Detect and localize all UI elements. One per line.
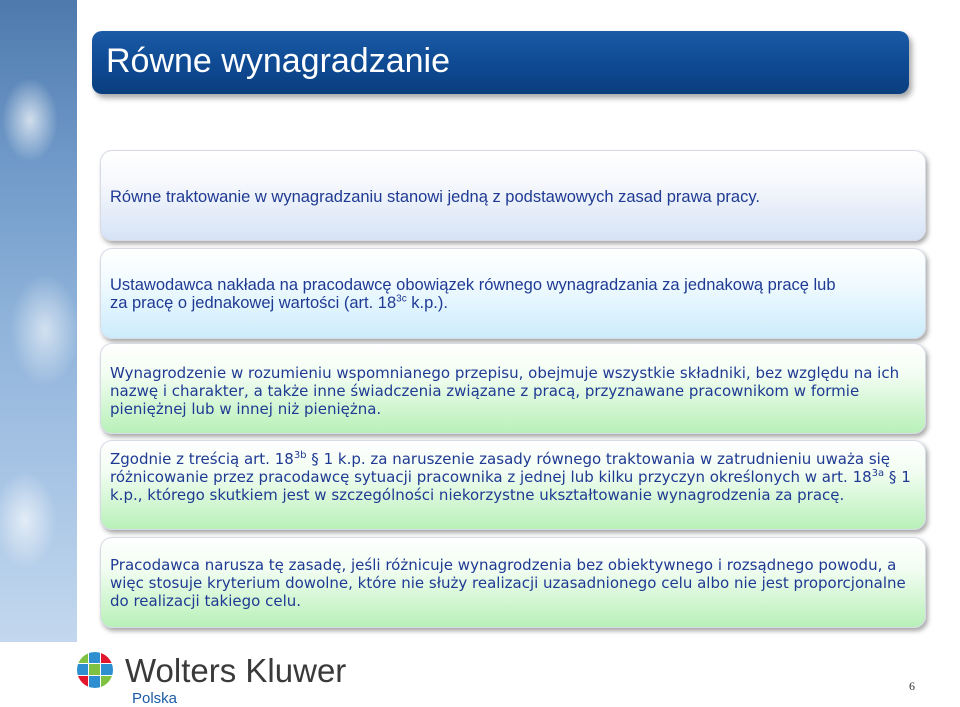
box-2-text [110,276,915,312]
content-box-3 [100,343,926,434]
box-2-line-2-end: k.p.). [406,294,448,312]
box-5-text: Pracodawca narusza tę zasadę, jeśli różnicuje wynagrodzenia bez obiektywnego i rozsądnego powodu, a więc stosuje kryterium dowolne, które nie służy realizacji uzasadnionego celu albo nie jest proporcjonalne do realizacji takiego celu. [110,556,906,610]
title-bar [92,31,909,94]
slide-title: Równe wynagradzanie [106,42,450,80]
content-box-5 [100,537,926,628]
content-box-1 [100,150,926,241]
content-box-4 [100,440,926,530]
box-4-part-3: § 1 k.p., którego skutkiem jest w szczególności niekorzystne ukształtowanie wynagrodzenia za pracę. [110,468,911,504]
box-2-superscript: 3c [396,293,407,305]
box-3-text: Wynagrodzenie w rozumieniu wspomnianego przepisu, obejmuje wszystkie składniki, bez względu na ich nazwę i charakter, a także inne świadczenia związane z pracą, przyznawane pracownikom w formie pieniężnej lub w innej niż pieniężna. [110,364,900,418]
content-box-2 [100,248,926,339]
box-4-text [110,450,915,504]
wolters-kluwer-globe-logo-icon [77,652,113,688]
box-4-part-2: § 1 k.p. za naruszenie zasady równego traktowania w zatrudnieniu uważa się różnicowanie przez pracodawcę sytuacji pracownika z jednej lub kilku przyczyn określonych w art. 18 [110,450,891,486]
sky-background-strip [0,0,77,642]
box-4-superscript-1: 3b [293,450,307,461]
brand-name: Wolters Kluwer [125,652,347,689]
box-1-text: Równe traktowanie w wynagradzaniu stanowi jedną z podstawowych zasad prawa pracy. [110,188,760,206]
box-2-line-1: Ustawodawca nakłada na pracodawcę obowiązek równego wynagradzania za jednakową pracę lub [110,276,836,294]
box-2-line-2-start: za pracę o jednakowej wartości (art. 18 [110,294,397,312]
brand-subtitle: Polska [132,690,178,707]
box-2-line-2 [110,294,915,312]
box-4-superscript-2: 3a [871,468,885,479]
box-4-part-1: Zgodnie z treścią art. 18 [110,450,294,468]
page-number: 6 [909,679,915,693]
